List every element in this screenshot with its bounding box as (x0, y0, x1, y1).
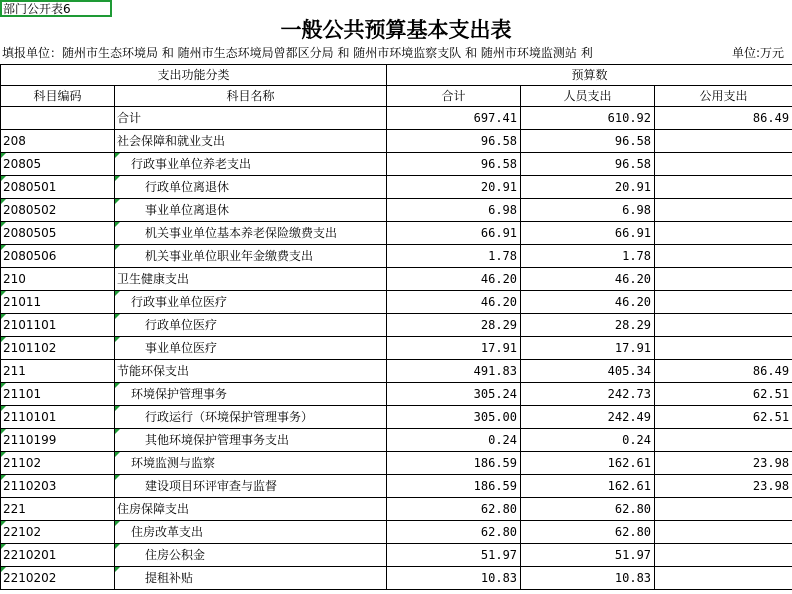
cell-public[interactable] (655, 314, 792, 337)
cell-name[interactable]: 机关事业单位职业年金缴费支出 (115, 245, 387, 268)
cell-total[interactable]: 62.80 (387, 498, 521, 521)
cell-name[interactable]: 环境保护管理事务 (115, 383, 387, 406)
table-row (1, 245, 792, 268)
cell-code[interactable]: 2080506 (1, 245, 115, 268)
cell-personnel[interactable]: 610.92 (521, 107, 655, 130)
header-budget[interactable]: 预算数 (387, 65, 792, 86)
cell-personnel[interactable]: 1.78 (521, 245, 655, 268)
cell-public[interactable]: 62.51 (655, 383, 792, 406)
cell-total[interactable]: 6.98 (387, 199, 521, 222)
info-row (0, 44, 792, 62)
cell-total[interactable]: 46.20 (387, 268, 521, 291)
cell-code[interactable]: 2110199 (1, 429, 115, 452)
cell-name[interactable]: 节能环保支出 (115, 360, 387, 383)
cell-public[interactable] (655, 176, 792, 199)
cell-total[interactable]: 186.59 (387, 475, 521, 498)
cell-name[interactable]: 卫生健康支出 (115, 268, 387, 291)
table-row (1, 153, 792, 176)
cell-public[interactable] (655, 429, 792, 452)
cell-personnel[interactable]: 162.61 (521, 452, 655, 475)
table-row (1, 383, 792, 406)
cell-personnel[interactable]: 162.61 (521, 475, 655, 498)
cell-personnel[interactable]: 242.49 (521, 406, 655, 429)
budget-table (0, 64, 792, 590)
cell-code[interactable]: 2110203 (1, 475, 115, 498)
cell-personnel[interactable]: 28.29 (521, 314, 655, 337)
cell-total[interactable]: 17.91 (387, 337, 521, 360)
cell-name[interactable]: 行政事业单位养老支出 (115, 153, 387, 176)
table-row (1, 268, 792, 291)
cell-name[interactable]: 机关事业单位基本养老保险缴费支出 (115, 222, 387, 245)
cell-personnel[interactable]: 96.58 (521, 130, 655, 153)
table-row (1, 521, 792, 544)
table-row (1, 222, 792, 245)
cell-name[interactable]: 其他环境保护管理事务支出 (115, 429, 387, 452)
cell-code[interactable]: 211 (1, 360, 115, 383)
cell-total[interactable]: 28.29 (387, 314, 521, 337)
cell-code[interactable]: 21101 (1, 383, 115, 406)
cell-code[interactable]: 2210202 (1, 567, 115, 590)
cell-code[interactable]: 2210201 (1, 544, 115, 567)
cell-name[interactable]: 事业单位离退休 (115, 199, 387, 222)
cell-total[interactable]: 491.83 (387, 360, 521, 383)
table-row (1, 314, 792, 337)
table-row (1, 291, 792, 314)
cell-personnel[interactable]: 46.20 (521, 291, 655, 314)
table-row (1, 130, 792, 153)
cell-public[interactable] (655, 521, 792, 544)
cell-name[interactable]: 提租补贴 (115, 567, 387, 590)
cell-code[interactable]: 20805 (1, 153, 115, 176)
cell-code[interactable]: 2110101 (1, 406, 115, 429)
cell-public[interactable] (655, 199, 792, 222)
cell-name[interactable]: 社会保障和就业支出 (115, 130, 387, 153)
cell-personnel[interactable]: 51.97 (521, 544, 655, 567)
table-row (1, 107, 792, 130)
cell-code[interactable]: 21102 (1, 452, 115, 475)
cell-code[interactable]: 2080505 (1, 222, 115, 245)
cell-public[interactable] (655, 153, 792, 176)
cell-name[interactable]: 行政运行（环境保护管理事务） (115, 406, 387, 429)
table-row (1, 475, 792, 498)
cell-personnel[interactable]: 17.91 (521, 337, 655, 360)
cell-name[interactable]: 事业单位医疗 (115, 337, 387, 360)
cell-total[interactable]: 46.20 (387, 291, 521, 314)
cell-name[interactable]: 合计 (115, 107, 387, 130)
cell-name[interactable]: 建设项目环评审查与监督 (115, 475, 387, 498)
cell-code[interactable]: 2101101 (1, 314, 115, 337)
cell-public[interactable] (655, 245, 792, 268)
cell-public[interactable]: 23.98 (655, 475, 792, 498)
cell-code[interactable]: 2080502 (1, 199, 115, 222)
cell-personnel[interactable]: 62.80 (521, 521, 655, 544)
cell-name[interactable]: 住房公积金 (115, 544, 387, 567)
cell-public[interactable]: 86.49 (655, 360, 792, 383)
cell-personnel[interactable]: 62.80 (521, 498, 655, 521)
cell-code[interactable]: 208 (1, 130, 115, 153)
cell-total[interactable]: 697.41 (387, 107, 521, 130)
cell-total[interactable]: 186.59 (387, 452, 521, 475)
cell-total[interactable]: 305.00 (387, 406, 521, 429)
cell-code[interactable]: 2101102 (1, 337, 115, 360)
table-row (1, 544, 792, 567)
selected-cell[interactable]: 部门公开表6 (0, 0, 112, 17)
cell-total[interactable]: 10.83 (387, 567, 521, 590)
cell-personnel[interactable]: 0.24 (521, 429, 655, 452)
cell-public[interactable]: 62.51 (655, 406, 792, 429)
cell-name[interactable]: 环境监测与监察 (115, 452, 387, 475)
table-row (1, 406, 792, 429)
cell-total[interactable]: 96.58 (387, 153, 521, 176)
cell-total[interactable]: 20.91 (387, 176, 521, 199)
cell-name[interactable]: 住房改革支出 (115, 521, 387, 544)
table-row (1, 452, 792, 475)
cell-total[interactable]: 305.24 (387, 383, 521, 406)
header-code[interactable]: 科目编码 (1, 86, 115, 107)
cell-name[interactable]: 住房保障支出 (115, 498, 387, 521)
header-personnel[interactable]: 人员支出 (521, 86, 655, 107)
cell-name[interactable]: 行政单位医疗 (115, 314, 387, 337)
cell-code[interactable]: 210 (1, 268, 115, 291)
cell-personnel[interactable]: 46.20 (521, 268, 655, 291)
table-row (1, 337, 792, 360)
header-public[interactable]: 公用支出 (655, 86, 792, 107)
table-row (1, 429, 792, 452)
header-name[interactable]: 科目名称 (115, 86, 387, 107)
currency-unit: 单位:万元 (731, 46, 784, 60)
cell-code[interactable]: 2080501 (1, 176, 115, 199)
header-func-class[interactable]: 支出功能分类 (1, 65, 387, 86)
sheet-title: 一般公共预算基本支出表 (280, 18, 512, 42)
cell-total[interactable]: 51.97 (387, 544, 521, 567)
cell-total[interactable]: 62.80 (387, 521, 521, 544)
table-row (1, 567, 792, 590)
cell-public[interactable]: 23.98 (655, 452, 792, 475)
table-row (1, 360, 792, 383)
cell-public[interactable] (655, 291, 792, 314)
table-row (1, 498, 792, 521)
cell-total[interactable]: 1.78 (387, 245, 521, 268)
reporting-unit: 填报单位：随州市生态环境局 和 随州市生态环境局曾都区分局 和 随州市环境监察支队 和 随州市环境监测站 利 (2, 46, 593, 60)
header-total[interactable]: 合计 (387, 86, 521, 107)
cell-code[interactable]: 22102 (1, 521, 115, 544)
cell-code[interactable]: 221 (1, 498, 115, 521)
cell-public[interactable] (655, 268, 792, 291)
table-body (1, 107, 792, 590)
cell-public[interactable] (655, 567, 792, 590)
cell-personnel[interactable]: 6.98 (521, 199, 655, 222)
table-row (1, 176, 792, 199)
cell-personnel[interactable]: 20.91 (521, 176, 655, 199)
cell-public[interactable] (655, 498, 792, 521)
cell-personnel[interactable]: 66.91 (521, 222, 655, 245)
cell-public[interactable] (655, 337, 792, 360)
cell-personnel[interactable]: 96.58 (521, 153, 655, 176)
cell-personnel[interactable]: 10.83 (521, 567, 655, 590)
cell-public[interactable] (655, 222, 792, 245)
table-row (1, 199, 792, 222)
cell-code[interactable]: 21011 (1, 291, 115, 314)
cell-name[interactable]: 行政事业单位医疗 (115, 291, 387, 314)
cell-code[interactable] (1, 107, 115, 130)
cell-public[interactable] (655, 544, 792, 567)
cell-total[interactable]: 0.24 (387, 429, 521, 452)
cell-total[interactable]: 96.58 (387, 130, 521, 153)
cell-personnel[interactable]: 405.34 (521, 360, 655, 383)
cell-public[interactable] (655, 130, 792, 153)
cell-name[interactable]: 行政单位离退休 (115, 176, 387, 199)
cell-public[interactable]: 86.49 (655, 107, 792, 130)
cell-personnel[interactable]: 242.73 (521, 383, 655, 406)
cell-total[interactable]: 66.91 (387, 222, 521, 245)
